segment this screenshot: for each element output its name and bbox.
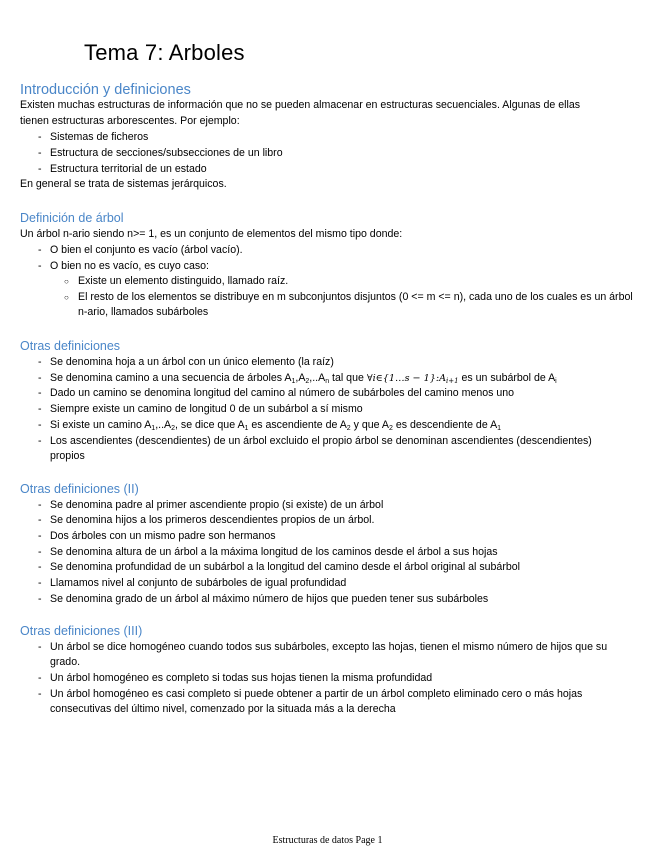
- def-arbol-heading: Definición de árbol: [20, 211, 124, 225]
- intro-para-line1: Existen muchas estructuras de información que no se pueden almacenar en estructuras secuenciales. Algunas de ellas: [20, 99, 581, 111]
- otras-heading: Otras definiciones: [20, 339, 121, 353]
- sub-list-item: ○ Existe un elemento distinguido, llamado raíz.: [64, 274, 288, 289]
- list-item: - Los ascendientes (descendientes) de un árbol excluido el propio árbol se denominan ascendientes (descendientes) propios: [38, 434, 598, 465]
- list-item: - Estructura de secciones/subsecciones de un libro: [38, 146, 283, 161]
- list-item: - O bien el conjunto es vacío (árbol vacío).: [38, 243, 243, 258]
- list-item: - Si existe un camino $A_1,..A_2$, se dice que $A_1$ es ascendiente de $A_2$ y que $A_2$ es descendiente de $A_1$: [38, 418, 501, 433]
- list-item: - Se denomina profundidad de un subárbol a la longitud del camino desde el árbol original al subárbol: [38, 560, 520, 575]
- list-item: - Un árbol se dice homogéneo cuando todos sus subárboles, excepto las hojas, tienen el mismo número de hijos que su grado.: [38, 640, 613, 671]
- list-item: - Se denomina hijos a los primeros descendientes propios de un árbol.: [38, 513, 374, 528]
- intro-closing: En general se trata de sistemas jerárquicos.: [20, 178, 227, 190]
- list-item: - Se denomina grado de un árbol al máximo número de hijos que pueden tener sus subárboles: [38, 592, 488, 607]
- page-footer: Estructuras de datos Page 1: [272, 835, 383, 846]
- list-item: - Dos árboles con un mismo padre son hermanos: [38, 529, 276, 544]
- list-item: - Dado un camino se denomina longitud del camino al número de subárboles del camino menos uno: [38, 386, 514, 401]
- list-item: - O bien no es vacío, es cuyo caso:: [38, 259, 209, 274]
- page-title: Tema 7: Arboles: [84, 40, 245, 65]
- list-item: - Un árbol homogéneo es completo si todas sus hojas tienen la misma profundidad: [38, 671, 432, 686]
- list-item: - Estructura territorial de un estado: [38, 162, 207, 177]
- list-item: - Se denomina camino a una secuencia de árboles $A_1,A_2,..A_n$ tal que ∀i∈{1…s − $1\}:A_{i+1}$ es un subárbol de $A_i$: [38, 371, 557, 386]
- def-arbol-para: Un árbol n-ario siendo n>= 1, es un conjunto de elementos del mismo tipo donde:: [20, 228, 403, 240]
- sub-list-item: ○ El resto de los elementos se distribuye en m subconjuntos disjuntos (0 <= m <= n), cada uno de los cuales es un árbol n-ario, llamados subárboles: [64, 290, 639, 321]
- list-item: - Sistemas de ficheros: [38, 130, 148, 145]
- otras-ii-heading: Otras definiciones (II): [20, 482, 139, 496]
- list-item: - Siempre existe un camino de longitud 0 de un subárbol a sí mismo: [38, 402, 363, 417]
- list-item: - Llamamos nivel al conjunto de subárboles de igual profundidad: [38, 576, 346, 591]
- otras-iii-heading: Otras definiciones (III): [20, 624, 143, 638]
- intro-para-line2: tienen estructuras arborescentes. Por ejemplo:: [20, 115, 240, 127]
- intro-heading: Introducción y definiciones: [20, 82, 191, 98]
- math-formula: ∀i∈{1…s − $1\}:A_{i+1}$: [366, 373, 459, 385]
- list-item: - Un árbol homogéneo es casi completo si puede obtener a partir de un árbol completo eliminado cero o más hojas consecutivas del último nivel, comenzado por la situada más a la derecha: [38, 687, 613, 718]
- list-item: - Se denomina altura de un árbol a la máxima longitud de los caminos desde el árbol a sus hojas: [38, 545, 498, 560]
- list-item: - Se denomina hoja a un árbol con un único elemento (la raíz): [38, 355, 334, 370]
- list-item: - Se denomina padre al primer ascendiente propio (si existe) de un árbol: [38, 498, 383, 513]
